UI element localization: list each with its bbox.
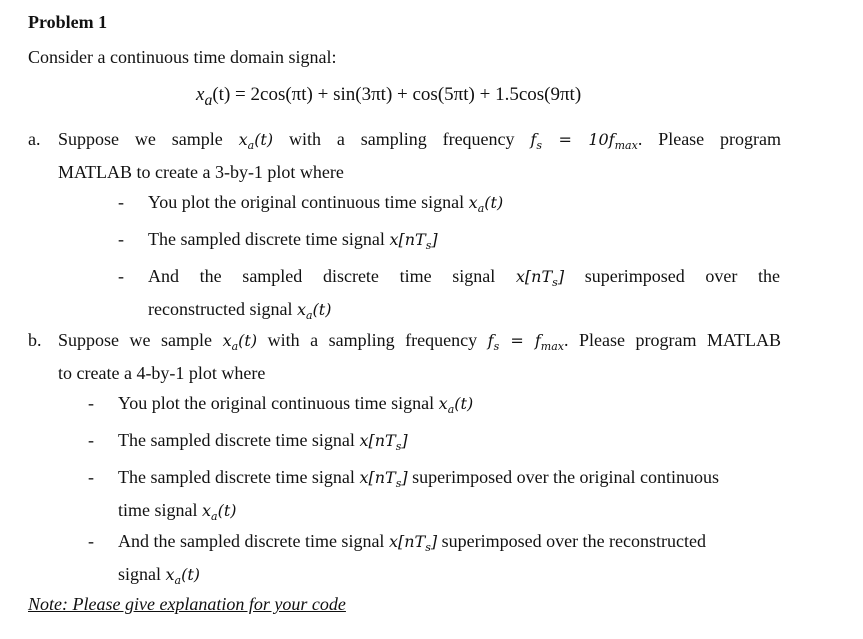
part-b-label: b. [28, 330, 42, 350]
problem-intro: Consider a continuous time domain signal: [28, 47, 337, 67]
part-a [28, 126, 783, 186]
part-b-line1-mid: with a sampling frequency [267, 330, 478, 350]
equation-lhs-arg: (t) [212, 84, 231, 105]
xa-symbol: $x_a(t)$ [468, 193, 504, 216]
equation-lhs-symbol: x [196, 84, 205, 105]
bullet-text-cont: superimposed over the reconstructed [441, 531, 707, 551]
part-b-line1: Suppose we sample $x_a(t)$ with a sampling frequency $f_s = f_{max}$. Please program MATLAB [58, 330, 782, 354]
bullet-text-cont: superimposed over the [584, 266, 781, 286]
part-a-fs: $f_s = 10f_{max}$ [530, 130, 638, 153]
part-a-line1-post: Please program [658, 129, 782, 149]
xa-symbol: $x_a(t)$ [202, 501, 237, 524]
part-b-line1-post: Please program MATLAB [579, 330, 782, 350]
bullet-text: You plot the original continuous time signal [118, 393, 435, 413]
xnts-symbol: $x[nT_s]$ [515, 267, 565, 290]
bullet-text: The sampled discrete time signal [148, 229, 385, 249]
part-a-label: a. [28, 129, 41, 149]
xa-symbol: $x_a(t)$ [296, 300, 332, 323]
bullet-text-line2: signal [118, 564, 161, 585]
part-b-line1-pre: Suppose we sample [58, 330, 213, 350]
part-a-xa: $x_a(t)$ [238, 130, 274, 153]
xa-symbol: $x_a(t)$ [438, 394, 474, 417]
bullet-text: You plot the original continuous time signal [148, 192, 465, 212]
equation-rhs: = 2cos(πt) + sin(3πt) + cos(5πt) + 1.5cos(9πt) [235, 84, 582, 105]
xnts-symbol: $x[nT_s]$ [389, 230, 438, 253]
xnts-symbol: $x[nT_s]$ [359, 431, 408, 454]
problem-title: Problem 1 [28, 12, 108, 32]
part-a-line2: MATLAB to create a 3-by-1 plot where [58, 162, 344, 183]
signal-equation [196, 84, 581, 110]
explanation-note: Note: Please give explanation for your code [28, 594, 346, 614]
part-b-line2: to create a 4-by-1 plot where [58, 363, 266, 384]
bullet-text: The sampled discrete time signal [118, 430, 355, 450]
equation-lhs-subscript: a [204, 91, 213, 109]
bullet-text: The sampled discrete time signal [118, 467, 355, 487]
xnts-symbol: $x[nT_s]$ [359, 468, 408, 491]
problem-page: Problem 1 Consider a continuous time domain signal: $x_a(t) = 2\cos(\pi t) + \sin(3\pi t) + \cos(5\pi t) + 1.5\cos(9\pi t)$ a. Suppose we sample $x_a(t)$ with a sampling frequency $f_s = 10f_{max}$. Please program MATLAB to create a 3-by-1 plot where - You plot the original continuous time signal $x_a(t)$ - The sampled discrete time signal $x[nT_s]$ - And the sampled discrete time signal $x[nT_s]$ superimposed over the reconstructed signal $x_a(t)$ b. Suppose we sample $x_a(t)$ with a sampling frequency $f_s = f_{max}$. Please program MATLAB to create a 4-by-1 plot where - You plot the original continuous time signal $x_a(t)$ - The sampled discrete time signal $x[nT_s]$ - The sampled discrete time signal $x[nT_s]$ superimposed over the original continuous time signal $x_a(t)$ - And the sampled discrete time signal $x[nT_s]$ superimposed over the reconstructed signal $x_a(t)$ Note: Please give explanation for your code [28, 12, 782, 614]
xnts-symbol: $x[nT_s]$ [388, 532, 438, 555]
bullet-text-line2: reconstructed signal [148, 299, 293, 320]
part-a-line1-pre: Suppose we sample [58, 129, 223, 149]
part-b [28, 327, 783, 387]
xa-symbol: $x_a(t)$ [165, 565, 201, 588]
bullet-text-cont: superimposed over the original continuous [412, 467, 720, 487]
part-b-xa: $x_a(t)$ [222, 331, 258, 354]
part-a-line1: Suppose we sample $x_a(t)$ with a sampling frequency $f_s = 10f_{max}$. Please program [58, 129, 782, 153]
part-b-bullet-4: - And the sampled discrete time signal $x[nT_s]$ superimposed over the reconstructed signal $x_a(t)$ [88, 531, 707, 588]
part-b-bullet-3: - The sampled discrete time signal $x[nT_s]$ superimposed over the original continuous time signal $x_a(t)$ [88, 467, 720, 524]
part-a-line1-mid: with a sampling frequency [288, 129, 515, 149]
bullet-text: And the sampled discrete time signal [148, 266, 496, 286]
bullet-text-line2: time signal [118, 500, 198, 521]
part-a-bullet-3: - And the sampled discrete time signal $x[nT_s]$ superimposed over the reconstructed signal $x_a(t)$ [118, 266, 781, 323]
part-b-fs: $f_s = f_{max}$ [487, 331, 564, 354]
bullet-text: And the sampled discrete time signal [118, 531, 385, 551]
